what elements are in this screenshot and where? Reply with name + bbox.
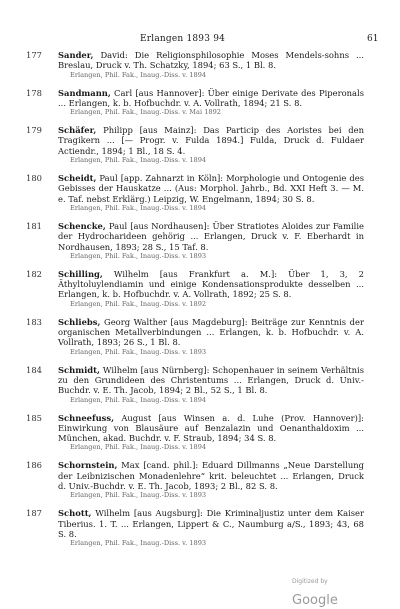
running-title: Erlangen 1893 94: [140, 34, 226, 44]
entry-text: [58, 460, 364, 491]
entry-text: [58, 508, 364, 539]
author-name: Sandmann,: [58, 87, 111, 98]
entry-body: Paul [aus Nordhausen]: Über Stratiotes Aloides zur Familie der Hydrocharideen gehörig ... Erlangen, Druck v. F. Eberhardt in Nordhausen, 1893; 28 S., 15 Taf. 8.: [58, 220, 364, 252]
entry-text: [58, 173, 364, 204]
list-item: [0, 460, 400, 500]
entry-subline: Erlangen, Phil. Fak., Inaug.-Diss. v. 1894: [70, 156, 207, 165]
list-item: [0, 125, 400, 165]
list-item: [0, 269, 400, 309]
author-name: Schneefuss,: [58, 412, 115, 423]
entry-subline: Erlangen, Phil. Fak., Inaug.-Diss. v. 1892: [70, 299, 207, 308]
author-name: Schmidt,: [58, 364, 100, 375]
entry-number: 180: [26, 173, 42, 184]
running-header: [0, 34, 400, 46]
author-name: Sander,: [58, 50, 94, 60]
list-item: [0, 50, 400, 80]
entry-text: [58, 365, 364, 396]
entry-number: 182: [26, 268, 42, 279]
entry-number: 187: [26, 508, 42, 519]
list-item: [0, 413, 400, 453]
entry-body: Wilhelm [aus Augsburg]: Die Kriminaljustiz unter dem Kaiser Tiberius. 1. T. ... Erlangen, Lippert & C., Naumburg a/S., 1893; 43, 68 S. 8.: [58, 508, 364, 539]
entry-number: 186: [26, 460, 42, 471]
google-watermark: [292, 571, 372, 609]
entry-text: [58, 125, 364, 156]
entry-text: [58, 50, 364, 71]
entry-subline: Erlangen, Phil. Fak., Inaug.-Diss. v. 1893: [70, 347, 207, 356]
list-item: [0, 508, 400, 548]
entry-text: [58, 317, 364, 348]
entry-body: Max [cand. phil.]: Eduard Dillmanns „Neue Darstellung der Leibnizischen Monadenlehre“ krit. beleuchtet ... Erlangen, Druck d. Univ.-Buchdr. v. E. Th. Jacob, 1893; 2 Bl., 82 S. 8.: [58, 460, 364, 492]
list-item: [0, 365, 400, 405]
watermark-small-text: Digitized by: [292, 578, 328, 585]
entry-subline: Erlangen, Phil. Fak., Inaug.-Diss. v. 1894: [70, 203, 207, 212]
entry-number: 184: [26, 364, 42, 375]
entry-subline: Erlangen, Phil. Fak., Inaug.-Diss. v. Mai 1892: [70, 108, 221, 117]
entry-body: Wilhelm [aus Nürnberg]: Schopenhauer in seinem Verhältnis zu den Grundideen des Christentums ... Erlangen, Druck d. Univ.-Buchdr. v. E. Th. Jacob, 1894; 2 Bl., 52 S., 1 Bl. 8.: [58, 364, 364, 396]
entry-text: [58, 221, 364, 252]
list-item: [0, 317, 400, 357]
list-item: [0, 173, 400, 213]
author-name: Scheidt,: [58, 173, 97, 184]
entry-body: Philipp [aus Mainz]: Das Particip des Aoristes bei den Tragikern ... [— Progr. v. Fulda 1894.] Fulda, Druck d. Fuldaer Actiendr., 1894; 1 Bl., 18 S. 4.: [58, 125, 364, 156]
entry-body: Georg Walther [aus Magdeburg]: Beiträge zur Kenntnis der organischen Metallverbindungen ... Erlangen, k. b. Hofbuchdr. v. A. Vollrath, 1893; 26 S., 1 Bl. 8.: [58, 316, 364, 348]
entry-number: 183: [26, 316, 42, 327]
entry-subline: Erlangen, Phil. Fak., Inaug.-Diss. v. 1894: [70, 395, 207, 404]
author-name: Schäfer,: [58, 125, 97, 136]
author-name: Schilling,: [58, 268, 103, 279]
entry-text: [58, 88, 364, 109]
entry-list: [0, 50, 400, 556]
author-name: Schliebs,: [58, 316, 101, 327]
list-item: [0, 88, 400, 118]
entry-subline: Erlangen, Phil. Fak., Inaug.-Diss. v. 1894: [70, 443, 207, 452]
entry-subline: Erlangen, Phil. Fak., Inaug.-Diss. v. 1893: [70, 491, 207, 500]
entry-body: David: Die Religionsphilosophie Moses Mendels-sohns ... Breslau, Druck v. Th. Schatzky, 1894; 63 S., 1 Bl. 8.: [58, 50, 364, 71]
entry-subline: Erlangen, Phil. Fak., Inaug.-Diss. v. 1893: [70, 251, 207, 260]
entry-subline: Erlangen, Phil. Fak., Inaug.-Diss. v. 1894: [70, 70, 207, 79]
entry-body: Carl [aus Hannover]: Über einige Derivate des Piperonals ... Erlangen, k. b. Hofbuchdr. v. A. Vollrath, 1894; 21 S. 8.: [58, 87, 364, 108]
entry-number: 185: [26, 412, 42, 423]
author-name: Schornstein,: [58, 460, 118, 471]
entry-body: Paul [app. Zahnarzt in Köln]: Morphologie und Ontogenie des Gebisses der Hauskatze ... (Aus: Morphol. Jahrb., Bd. XXI Heft 3. — M. e. Taf. nebst Erklärg.) Leipzig, W. Engelmann, 1894; 30 S. 8.: [58, 173, 364, 204]
entry-number: 181: [26, 220, 42, 231]
entry-text: [58, 269, 364, 300]
entry-body: August [aus Winsen a. d. Luhe (Prov. Hannover)]: Einwirkung von Blausäure auf Benzalazin und Oenanthaldoxim ... München, akad. Buchdr. v. F. Straub, 1894; 34 S. 8.: [58, 412, 364, 444]
entry-text: [58, 413, 364, 444]
author-name: Schencke,: [58, 220, 106, 231]
entry-number: 177: [26, 50, 42, 60]
list-item: [0, 221, 400, 261]
page-number: 61: [367, 34, 379, 44]
entry-number: 179: [26, 125, 42, 136]
entry-body: Wilhelm [aus Frankfurt a. M.]: Über 1, 3, 2 Äthyltoluylendiamin und einige Kondensationsprodukte desselben ... Erlangen, k. b. Hofbuchdr. v. A. Vollrath, 1892; 25 S. 8.: [58, 268, 364, 300]
entry-subline: Erlangen, Phil. Fak., Inaug.-Diss. v. 1893: [70, 539, 207, 548]
entry-number: 178: [26, 87, 42, 98]
watermark-logo-text: Google: [292, 593, 338, 608]
author-name: Schott,: [58, 508, 92, 519]
